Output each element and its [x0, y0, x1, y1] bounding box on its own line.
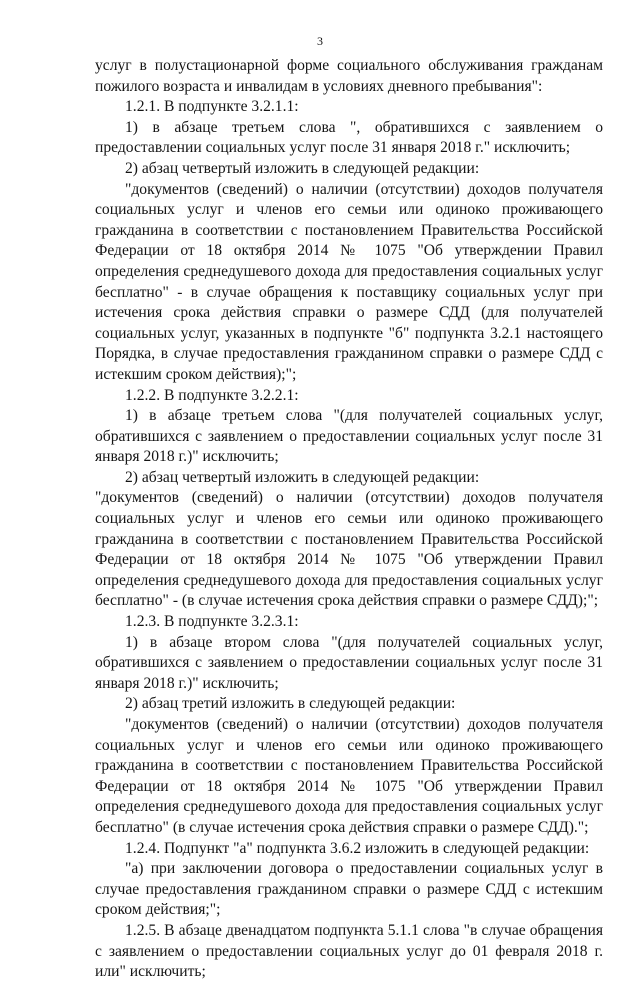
- paragraph-1-2-2-quote: "документов (сведений) о наличии (отсутствии) доходов получателя социальных услуг и членов его семьи или одиноко проживающего гражданина в соответствии с постановлением Правительства Российской Федерации от 18 октября 2014 № 1075 "Об утверждении Правил определения среднедушевого дохода для предоставления социальных услуг бесплатно" - (в случае истечения срока действия справки о размере СДД);";: [95, 489, 603, 610]
- paragraph-1-2-3-item-2: 2) абзац третий изложить в следующей редакции:: [125, 695, 456, 713]
- paragraph-intro-continuation: услуг в полустационарной форме социального обслуживания гражданам пожилого возраста и инвалидам в условиях дневного пребывания":: [95, 57, 603, 95]
- paragraph-1-2-2-item-1: 1) в абзаце третьем слова "(для получателей социальных услуг, обратившихся с заявлением о предоставлении социальных услуг после 31 января 2018 г.)" исключить;: [95, 407, 603, 466]
- paragraph-1-2-4-quote: "а) при заключении договора о предоставлении социальных услуг в случае предоставления гражданином справки о размере СДД с истекшим сроком действия;";: [95, 860, 603, 919]
- paragraph-1-2-3-quote: "документов (сведений) о наличии (отсутствии) доходов получателя социальных услуг и членов его семьи или одиноко проживающего гражданина в соответствии с постановлением Правительства Российской Федерации от 18 октября 2014 № 1075 "Об утверждении Правил определения среднедушевого дохода для предоставления социальных услуг бесплатно" (в случае истечения срока действия справки о размере СДД).";: [95, 716, 603, 836]
- paragraph-1-2-1-item-1: 1) в абзаце третьем слова ", обратившихся с заявлением о предоставлении социальных услуг после 31 января 2018 г." исключить;: [95, 118, 603, 157]
- paragraph-1-2-5: 1.2.5. В абзаце двенадцатом подпункта 5.1.1 слова "в случае обращения с заявлением о предоставлении социальных услуг до 01 февраля 2018 г. или" исключить;: [95, 921, 603, 981]
- paragraph-1-2-2-heading: 1.2.2. В подпункте 3.2.2.1:: [125, 386, 299, 404]
- paragraph-1-2-1-heading: 1.2.1. В подпункте 3.2.1.1:: [125, 98, 299, 116]
- paragraph-1-2-2-item-2: 2) абзац четвертый изложить в следующей редакции:: [125, 468, 480, 486]
- paragraph-1-2-3-item-1: 1) в абзаце втором слова "(для получателей социальных услуг, обратившихся с заявлением о предоставлении социальных услуг после 31 января 2018 г.)" исключить;: [95, 633, 603, 692]
- paragraph-1-2-1-item-2: 2) абзац четвертый изложить в следующей редакции:: [125, 159, 480, 177]
- document-body: [95, 56, 603, 983]
- paragraph-1-2-1-quote: "документов (сведений) о наличии (отсутствии) доходов получателя социальных услуг и членов его семьи или одиноко проживающего гражданина в соответствии с постановлением Правительства Российской Федерации от 18 октября 2014 № 1075 "Об утверждении Правил определения среднедушевого дохода для предоставления социальных услуг бесплатно" - в случае обращения к поставщику социальных услуг при истечения срока действия справки о размере СДД (для получателей социальных услуг, указанных в подпункте "б" подпункта 3.2.1 настоящего Порядка, в случае предоставления гражданином справки о размере СДД с истекшим сроком действия);";: [95, 180, 603, 383]
- paragraph-1-2-4: 1.2.4. Подпункт "а" подпункта 3.6.2 изложить в следующей редакции:: [125, 839, 590, 857]
- page-number: 3: [317, 34, 323, 48]
- paragraph-1-2-3-heading: 1.2.3. В подпункте 3.2.3.1:: [125, 613, 299, 631]
